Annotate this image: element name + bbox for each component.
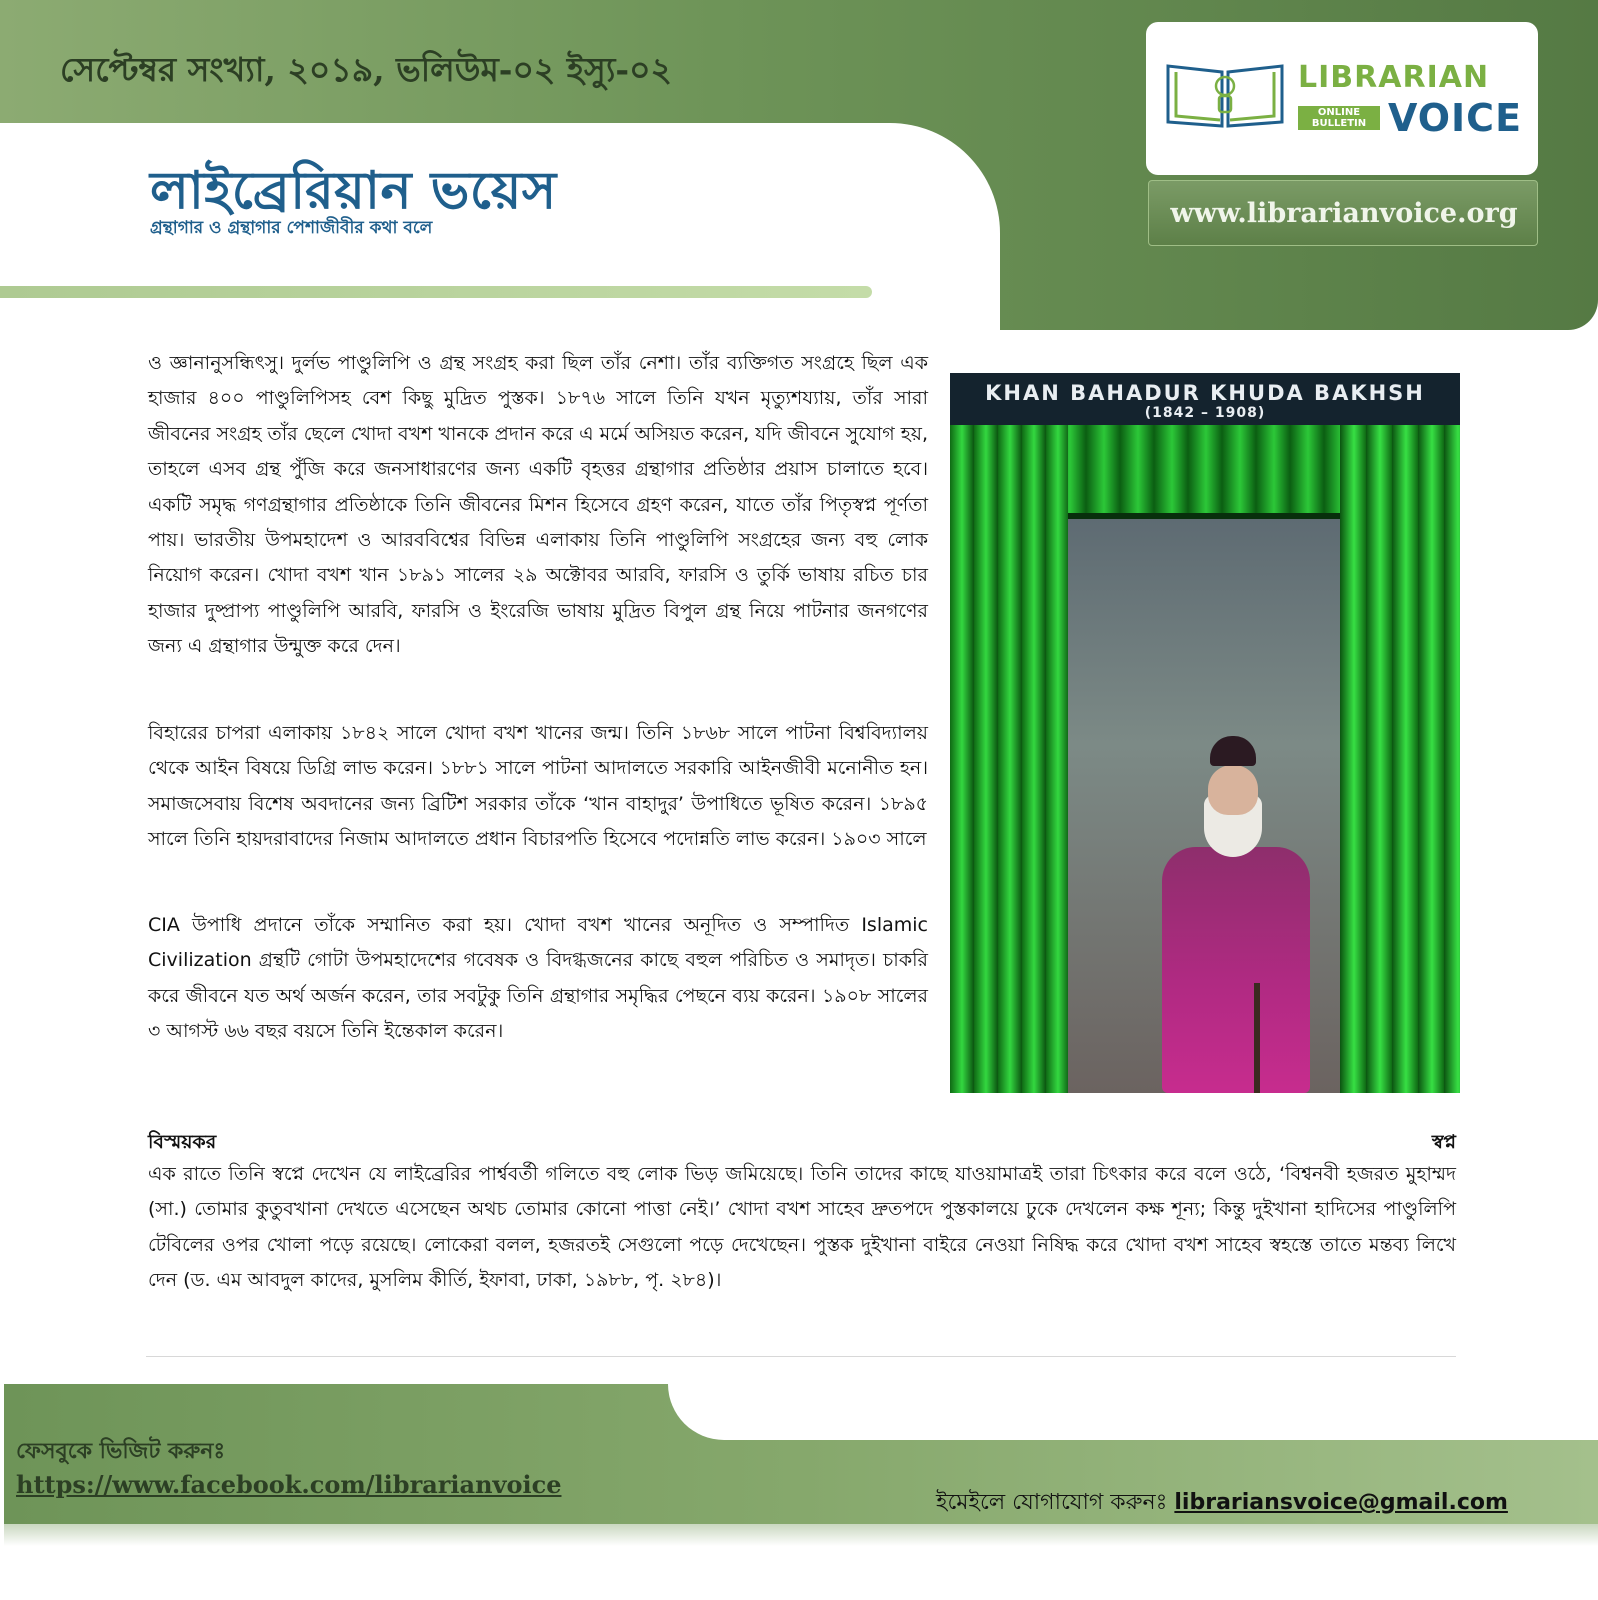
article-paragraph-1: ও জ্ঞানানুসন্ধিৎসু। দুর্লভ পাণ্ডুলিপি ও গ্রন্থ সংগ্রহ করা ছিল তাঁর নেশা। তাঁর ব্যক্তিগত সংগ্রহে ছিল এক হাজার ৪০০ পাণ্ডুলিপিসহ বেশ কিছু মুদ্রিত পুস্তক। ১৮৭৬ সালে তিনি যখন মৃত্যুশয্যায়, তাঁর সারা জীবনের সংগ্রহ তাঁর ছেলে খোদা বখশ খানকে প্রদান করে এ মর্মে অসিয়ত করেন, যদি জীবনে সুযোগ হয়, তাহলে এসব গ্রন্থ পুঁজি করে জনসাধারণের জন্য একটি বৃহত্তর গ্রন্থাগার প্রতিষ্ঠার প্রয়াস চালাতে হবে। একটি সমৃদ্ধ গণগ্রন্থাগার প্রতিষ্ঠাকে তিনি জীবনের মিশন হিসেবে গ্রহণ করেন, যাতে তাঁর পিতৃস্বপ্ন পূর্ণতা পায়। ভারতীয় উপমহাদেশ ও আরববিশ্বের বিভিন্ন এলাকায় তিনি পাণ্ডুলিপি সংগ্রহের জন্য বহু লোক নিয়োগ করেন। খোদা বখশ খান ১৮৯১ সালের ২৯ অক্টোবর আরবি, ফারসি ও তুর্কি ভাষায় রচিত চার হাজার দুষ্প্রাপ্য পাণ্ডুলিপি আরবি, ফারসি ও ইংরেজি ভাষায় মুদ্রিত বিপুল গ্রন্থ নিয়ে পাটনার জনগণের জন্য এ গ্রন্থাগার উন্মুক্ত করে দেন। bbox=[148, 352, 928, 658]
website-banner[interactable] bbox=[1148, 180, 1538, 246]
facebook-link[interactable]: https://www.facebook.com/librarianvoice bbox=[16, 1470, 562, 1499]
section-heading-right: স্বপ্ন bbox=[1431, 1131, 1456, 1153]
article-paragraph-2: বিহারের চাপরা এলাকায় ১৮৪২ সালে খোদা বখশ খানের জন্ম। তিনি ১৮৬৮ সালে পাটনা বিশ্ববিদ্যালয় থেকে আইন বিষয়ে ডিগ্রি লাভ করেন। ১৮৮১ সালে পাটনা আদালতে সরকারি আইনজীবী মনোনীত হন। সমাজসেবায় বিশেষ অবদানের জন্য ব্রিটিশ সরকার তাঁকে ‘খান বাহাদুর’ উপাধিতে ভূষিত করেন। ১৮৯৫ সালে তিনি হায়দরাবাদের নিজাম আদালতে প্রধান বিচারপতি হিসেবে পদোন্নতি লাভ করেন। ১৯০৩ সালে bbox=[148, 722, 928, 851]
magazine-title: লাইব্রেরিয়ান ভয়েস bbox=[150, 161, 557, 221]
logo-word-librarian: LIBRARIAN bbox=[1298, 60, 1490, 95]
article-paragraph-3: CIA উপাধি প্রদানে তাঁকে সম্মানিত করা হয়। খোদা বখশ খানের অনূদিত ও সম্পাদিত Islamic Civilization গ্রন্থটি গোটা উপমহাদেশের গবেষক ও বিদগ্ধজনের কাছে বহুল পরিচিত ও সমাদৃত। চাকরি করে জীবনে যত অর্থ অর্জন করেন, তার সবটুকু তিনি গ্রন্থাগার সমৃদ্ধির পেছনে ব্যয় করেন। ১৯০৮ সালের ৩ আগস্ট ৬৬ বছর বয়সে তিনি ইন্তেকাল করেন। bbox=[148, 914, 928, 1043]
footer-cutout bbox=[668, 1384, 1598, 1440]
article-paragraph-4: এক রাতে তিনি স্বপ্নে দেখেন যে লাইব্রেরির পার্শ্ববর্তী গলিতে বহু লোক ভিড় জমিয়েছে। তিনি তাদের কাছে যাওয়ামাত্রই তারা চিৎকার করে বলে ওঠে, ‘বিশ্বনবী হজরত মুহাম্মদ (সা.) তোমার কুতুবখানা দেখতে এসেছেন অথচ তোমার কোনো পাত্তা নেই।’ খোদা বখশ সাহেব দ্রুতপদে পুস্তকালয়ে ঢুকে দেখলেন কক্ষ শূন্য; কিন্তু দুইখানা হাদিসের পাণ্ডুলিপি টেবিলের ওপর খোলা পড়ে রয়েছে। লোকেরা বলল, হজরতই সেগুলো পড়ে দেখেছেন। পুস্তক দুইখানা বাইরে নেওয়া নিষিদ্ধ করে খোদা বখশ সাহেব স্বহস্তে তাতে মন্তব্য লিখে দেন (ড. এম আবদুল কাদের, মুসলিম কীর্তি, ইফাবা, ঢাকা, ১৯৮৮, পৃ. ২৮৪)। bbox=[148, 1163, 1456, 1292]
content-divider bbox=[146, 1356, 1456, 1357]
curtain-left bbox=[950, 425, 1068, 1093]
logo-word-voice: VOICE bbox=[1388, 96, 1523, 140]
open-book-icon bbox=[1164, 60, 1286, 130]
logo-tag-online: ONLINE bbox=[1317, 107, 1361, 118]
portrait-years: (1842 – 1908) bbox=[1144, 405, 1266, 421]
portrait-figure-robe bbox=[1162, 847, 1310, 1093]
portrait-image bbox=[950, 373, 1460, 1093]
website-url[interactable]: www.librarianvoice.org bbox=[1170, 198, 1518, 229]
issue-line: সেপ্টেম্বর সংখ্যা, ২০১৯, ভলিউম-০২ ইস্যু-০২ bbox=[60, 50, 673, 89]
facebook-label: ফেসবুকে ভিজিট করুনঃ bbox=[16, 1439, 226, 1464]
librarian-voice-logo[interactable] bbox=[1146, 22, 1538, 175]
header-divider bbox=[0, 286, 872, 298]
curtain-right bbox=[1340, 425, 1460, 1093]
email-link[interactable]: librariansvoice@gmail.com bbox=[1174, 1490, 1508, 1515]
portrait-canvas bbox=[1068, 513, 1340, 1093]
section-heading-left: বিস্ময়কর bbox=[148, 1131, 217, 1153]
portrait-figure-cap bbox=[1210, 736, 1256, 766]
portrait-figure-walking-stick bbox=[1254, 983, 1260, 1093]
magazine-subtitle: গ্রন্থাগার ও গ্রন্থাগার পেশাজীবীর কথা বলে bbox=[150, 218, 433, 238]
email-label: ইমেইলে যোগাযোগ করুনঃ bbox=[936, 1490, 1168, 1515]
logo-tag-bulletin: BULLETIN bbox=[1311, 118, 1367, 129]
logo-online-bulletin-tag bbox=[1298, 106, 1380, 130]
portrait-caption: KHAN BAHADUR KHUDA BAKHSH bbox=[985, 381, 1425, 405]
portrait-figure-face bbox=[1208, 765, 1258, 815]
email-contact bbox=[936, 1485, 1508, 1522]
footer-shadow bbox=[4, 1524, 1598, 1546]
